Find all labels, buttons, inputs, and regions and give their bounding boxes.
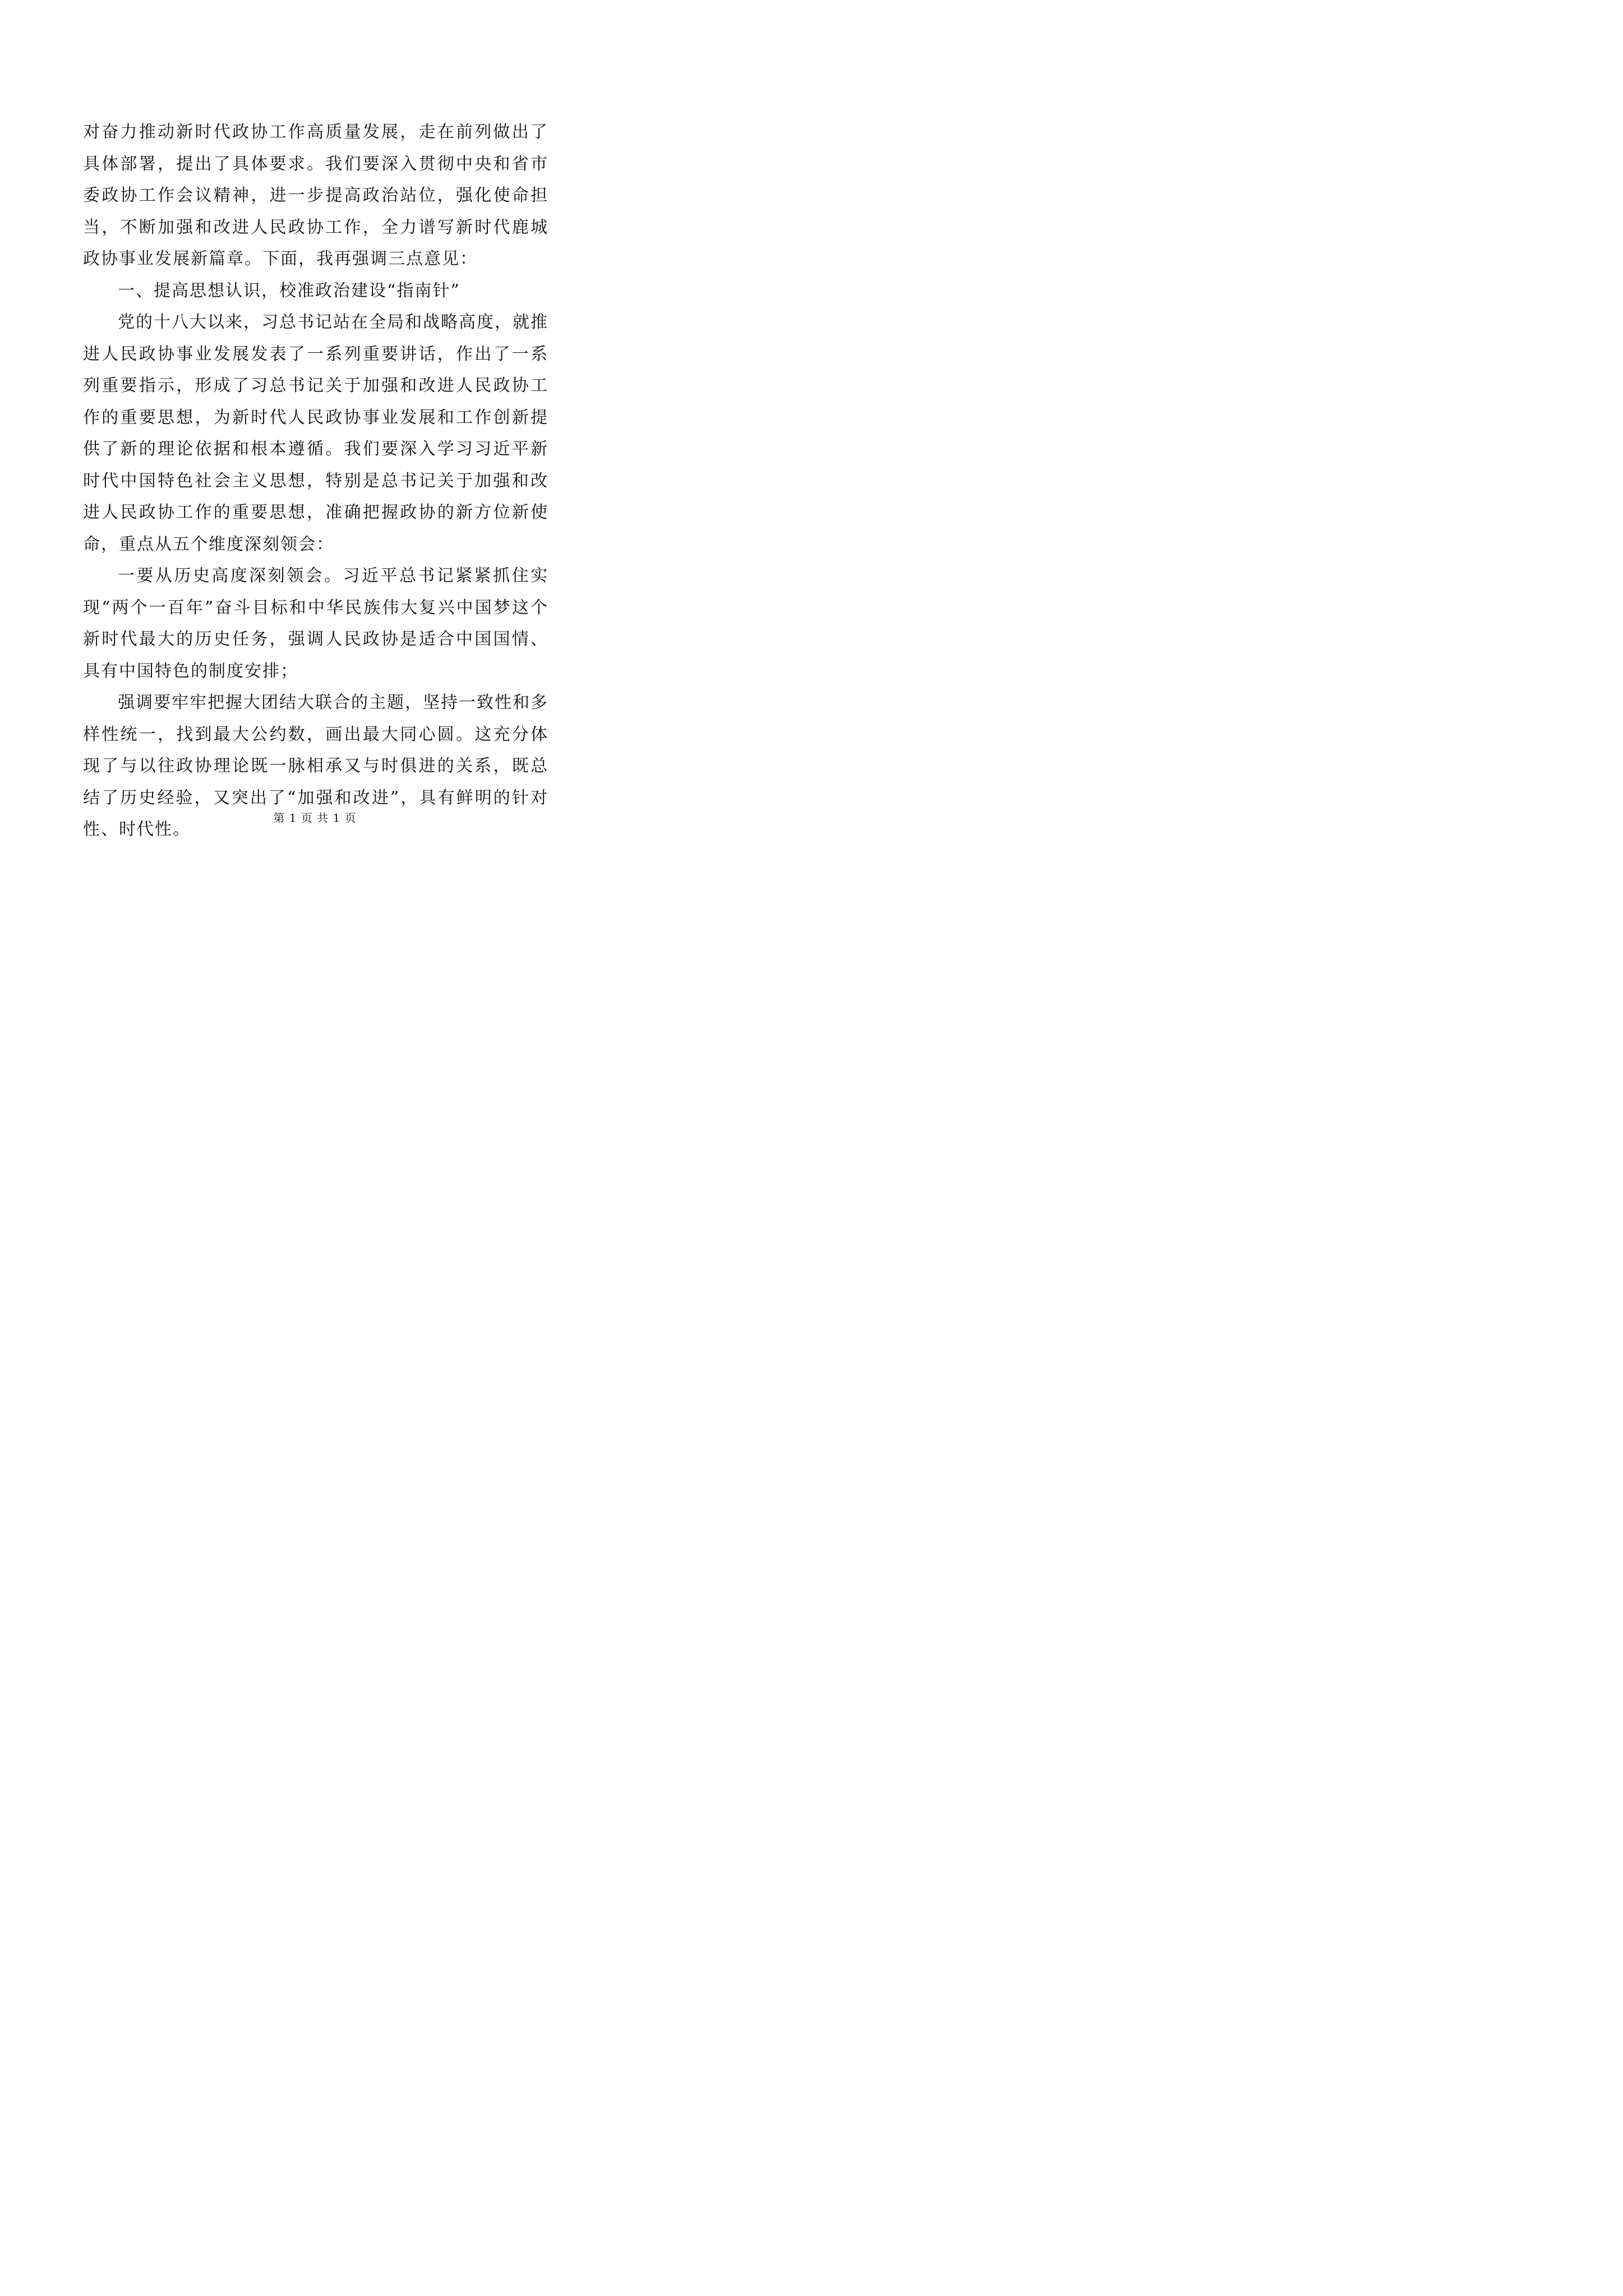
page-footer: 第 1 页 共 1 页	[273, 811, 357, 825]
section-heading-1: 一、提高思想认识，校准政治建设“指南针”	[118, 280, 460, 301]
paragraph-intro: 对奋力推动新时代政协工作高质量发展，走在前列做出了具体部署，提出了具体要求。我们要深入贯彻中央和省市委政协工作会议精神，进一步提高政治站位，强化使命担当，不断加强和改进人民政协工作，全力谱写新时代鹿城政协事业发展新篇章。下面，我再强调三点意见：	[83, 122, 548, 269]
paragraph-background: 党的十八大以来，习总书记站在全局和战略高度，就推进人民政协事业发展发表了一系列重要讲话，作出了一系列重要指示，形成了习总书记关于加强和改进人民政协工作的重要思想，为新时代人民政协事业发展和工作创新提供了新的理论依据和根本遵循。我们要深入学习习近平新时代中国特色社会主义思想，特别是总书记关于加强和改进人民政协工作的重要思想，准确把握政协的新方位新使命，重点从五个维度深刻领会：	[83, 312, 548, 554]
paragraph-historical-height: 一要从历史高度深刻领会。习近平总书记紧紧抓住实现“两个一百年”奋斗目标和中华民族伟大复兴中国梦这个新时代最大的历史任务，强调人民政协是适合中国国情、具有中国特色的制度安排；	[83, 566, 548, 681]
document-body	[83, 117, 548, 846]
document-page	[0, 0, 630, 890]
paragraph-unity-theme: 强调要牢牢把握大团结大联合的主题，坚持一致性和多样性统一，找到最大公约数，画出最大同心圆。这充分体现了与以往政协理论既一脉相承又与时俱进的关系，既总结了历史经验，又突出了“加强和改进”，具有鲜明的针对性、时代性。	[83, 693, 548, 839]
